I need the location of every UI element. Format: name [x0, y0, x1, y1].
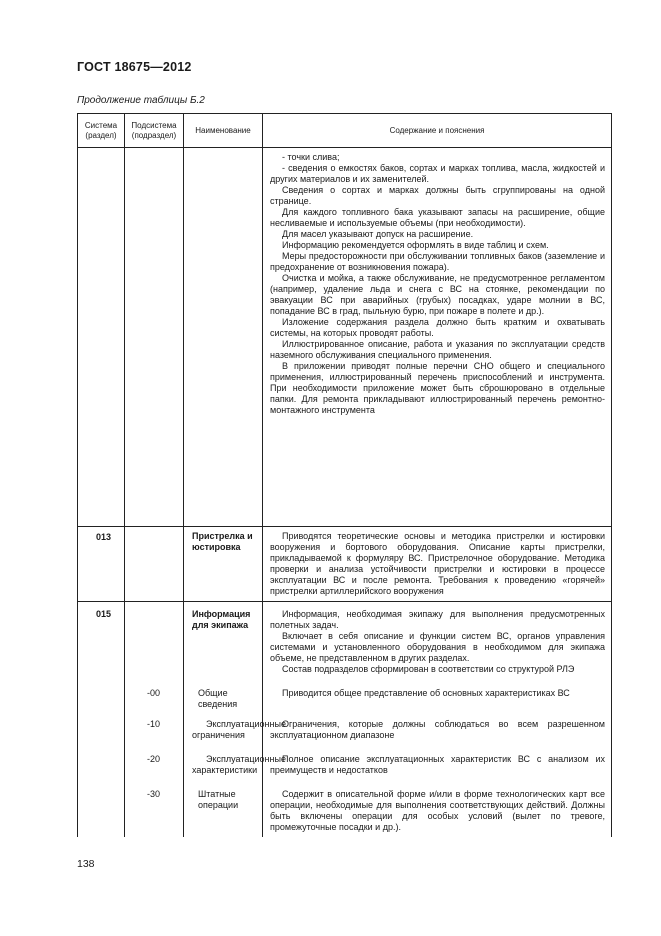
header-content: Содержание и пояснения [263, 114, 612, 148]
content-paragraph: Изложение содержания раздела должно быть кратким и охватывать системы, на которых проводят работы. [270, 317, 605, 338]
table-caption: Продолжение таблицы Б.2 [77, 95, 205, 106]
table-row [78, 780, 612, 837]
header-subsystem: Подсистема (подраздел) [125, 114, 184, 148]
table-row [78, 745, 612, 780]
cell-content [263, 602, 612, 680]
table-row [78, 527, 612, 602]
content-paragraph: Состав подразделов сформирован в соответствии со структурой РЛЭ [282, 664, 575, 674]
header-name: Наименование [184, 114, 263, 148]
content-paragraph: Для каждого топливного бака указывают запасы на расширение, общие несливаемые и используемые объемы (при необходимости). [270, 207, 605, 228]
header-system: Система (раздел) [78, 114, 125, 148]
table-row [78, 679, 612, 710]
cell-system: 013 [78, 527, 125, 602]
cell-system [78, 148, 125, 527]
table-header-row [78, 114, 612, 148]
cell-content [263, 527, 612, 602]
cell-content: Содержит в описательной форме и/или в форме технологических карт все операции, необходимые для выполнения соответствующих действий. Должны быть включены операции для особых условий (вылет по тревоге, промежуточные посадки и др.). [263, 780, 612, 837]
cell-name: Пристрелка и юстировка [184, 527, 263, 602]
cell-system [78, 745, 125, 780]
content-paragraph: Для масел указывают допуск на расширение. [282, 229, 474, 239]
content-paragraph: - точки слива; [282, 152, 340, 162]
cell-system: 015 [78, 602, 125, 680]
page-number: 138 [77, 858, 95, 870]
cell-system [78, 710, 125, 745]
content-paragraph: В приложении приводят полные перечни СНО общего и специального применения, иллюстрированный перечень приспособлений и инструмента. При необходимости приложение может быть сброшюровано в отдельные папки. Для ремонта прикладывают иллюстрированный перечень ремонтно-монтажного инструмента [270, 361, 605, 415]
content-paragraph: - сведения о емкостях баков, сортах и марках топлива, масла, жидкостей и других материалов и их заменителей. [270, 163, 605, 184]
content-paragraph: Включает в себя описание и функции систем ВС, органов управления системами и установленного оборудования в необходимом для экипажа объеме, не представленном в других разделах. [270, 631, 605, 663]
cell-subsystem: -30 [125, 780, 184, 837]
content-table [77, 113, 612, 837]
cell-name: Эксплуатационные ограничения [184, 710, 263, 745]
cell-system [78, 780, 125, 837]
content-paragraph: Иллюстрированное описание, работа и указания по эксплуатации средств наземного обслуживания специального применения. [270, 339, 605, 360]
content-paragraph: Меры предосторожности при обслуживании топливных баков (заземление и предохранение от возникновения пожара). [270, 251, 605, 272]
cell-subsystem [125, 148, 184, 527]
content-paragraph: Приводятся теоретические основы и методика пристрелки и юстировки вооружения и бортового оборудования. Описание карты пристрелки, прикладываемой к формуляру ВС. Пристрелочное оборудование. Методика проверки и анализа устойчивости пристрелки и юстировки в процессе эксплуатации ВС и после ремонта. Требования к проведению «горячей» пристрелки артиллерийского вооружения [270, 531, 605, 596]
cell-subsystem [125, 602, 184, 680]
cell-subsystem: -20 [125, 745, 184, 780]
cell-name: Общие сведения [184, 679, 263, 710]
cell-subsystem [125, 527, 184, 602]
table-row [78, 710, 612, 745]
content-paragraph: Информацию рекомендуется оформлять в виде таблиц и схем. [282, 240, 549, 250]
cell-name: Штатные операции [184, 780, 263, 837]
cell-name: Информация для экипажа [184, 602, 263, 680]
content-paragraph: Сведения о сортах и марках должны быть сгруппированы на одной странице. [270, 185, 605, 206]
content-paragraph: Информация, необходимая экипажу для выполнения предусмотренных полетных задач. [270, 609, 605, 630]
cell-content: Полное описание эксплуатационных характеристик ВС с анализом их преимуществ и недостатков [263, 745, 612, 780]
cell-subsystem: -10 [125, 710, 184, 745]
table-row [78, 602, 612, 680]
document-header: ГОСТ 18675—2012 [77, 60, 192, 74]
cell-content: Приводится общее представление об основных характеристиках ВС [263, 679, 612, 710]
content-paragraph: Очистка и мойка, а также обслуживание, не предусмотренное регламентом (например, удаление льда и снега с ВС на стоянке, рекомендации по эвакуации ВС при аварийных (грубых) посадках, ударе молнии в ВС, попадание ВС в град, пыльную бурю, при пожаре в полете и др.). [270, 273, 605, 316]
cell-name: Эксплуатационные характеристики [184, 745, 263, 780]
cell-name [184, 148, 263, 527]
cell-content: Ограничения, которые должны соблюдаться во всем разрешенном эксплуатационном диапазоне [263, 710, 612, 745]
table-row [78, 148, 612, 527]
cell-subsystem: -00 [125, 679, 184, 710]
cell-system [78, 679, 125, 710]
cell-content [263, 148, 612, 527]
